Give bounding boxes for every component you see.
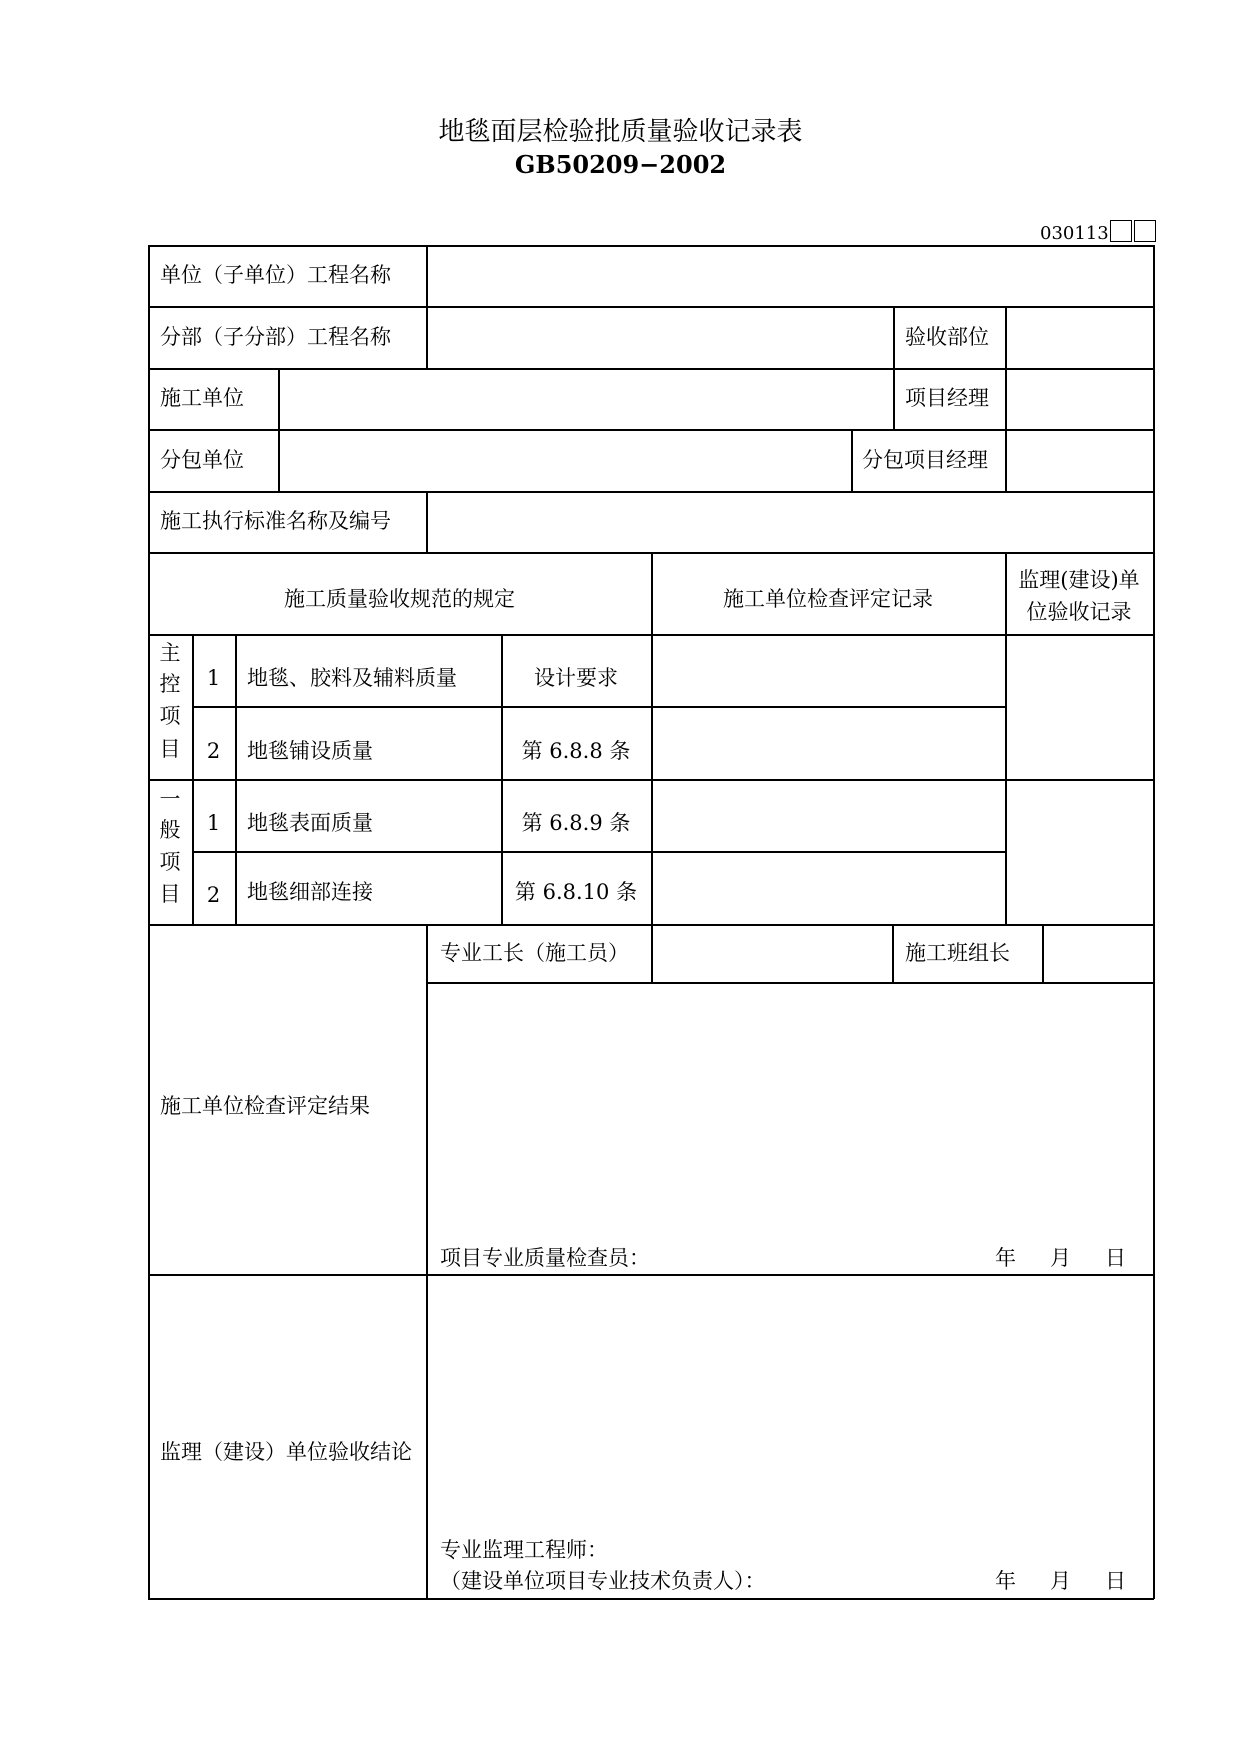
form-code: 030113 bbox=[1040, 223, 1109, 244]
rule bbox=[651, 924, 653, 982]
item-name: 地毯铺设质量 bbox=[247, 739, 373, 763]
date-day: 日 bbox=[1105, 1569, 1126, 1593]
rule bbox=[1042, 924, 1044, 982]
rule bbox=[426, 245, 428, 307]
rule bbox=[1005, 306, 1007, 368]
main-control-label-char: 主 bbox=[159, 641, 181, 665]
construction-unit-label: 施工单位 bbox=[160, 386, 244, 410]
rule bbox=[148, 368, 1154, 370]
rule bbox=[148, 245, 1154, 247]
project-manager-label: 项目经理 bbox=[905, 386, 989, 410]
acceptance-part-label: 验收部位 bbox=[905, 325, 989, 349]
rule bbox=[235, 634, 237, 924]
date-day: 日 bbox=[1105, 1246, 1126, 1270]
spec-header: 施工质量验收规范的规定 bbox=[284, 587, 515, 611]
item-requirement: 设计要求 bbox=[534, 666, 618, 690]
page-subtitle: GB50209−2002 bbox=[514, 150, 727, 179]
date-month: 月 bbox=[1050, 1246, 1071, 1270]
item-name: 地毯、胶料及辅料质量 bbox=[247, 666, 457, 690]
item-requirement: 第 6.8.10 条 bbox=[514, 880, 638, 904]
engineer-label-line1: 专业监理工程师： bbox=[440, 1538, 608, 1562]
rule bbox=[148, 1274, 1154, 1276]
rule bbox=[148, 491, 1154, 493]
form-code-box-1[interactable] bbox=[1110, 220, 1132, 242]
item-number: 1 bbox=[206, 666, 221, 690]
rule bbox=[892, 924, 894, 982]
general-label-char: 项 bbox=[159, 850, 181, 874]
rule bbox=[851, 429, 853, 491]
item-name: 地毯表面质量 bbox=[247, 811, 373, 835]
rule bbox=[1153, 245, 1155, 1599]
main-control-label-char: 控 bbox=[159, 672, 181, 696]
inspector-label: 项目专业质量检查员： bbox=[440, 1246, 650, 1270]
item-number: 2 bbox=[206, 739, 221, 763]
rule bbox=[893, 306, 895, 368]
main-control-label-char: 目 bbox=[159, 737, 181, 761]
rule bbox=[148, 306, 1154, 308]
item-number: 2 bbox=[206, 883, 221, 907]
team-leader-label: 施工班组长 bbox=[905, 941, 1010, 965]
rule bbox=[1005, 429, 1007, 491]
supervision-record-header-line2: 位验收记录 bbox=[1026, 600, 1132, 624]
item-name: 地毯细部连接 bbox=[247, 880, 373, 904]
subcontract-manager-label: 分包项目经理 bbox=[862, 448, 988, 472]
subcontract-unit-label: 分包单位 bbox=[160, 448, 244, 472]
item-requirement: 第 6.8.8 条 bbox=[521, 739, 631, 763]
rule bbox=[192, 706, 1005, 708]
engineer-label-line2: （建设单位项目专业技术负责人）： bbox=[440, 1569, 766, 1593]
conclusion-section-label: 监理（建设）单位验收结论 bbox=[160, 1440, 412, 1464]
rule bbox=[893, 368, 895, 430]
date-year: 年 bbox=[995, 1569, 1016, 1593]
rule bbox=[1005, 634, 1007, 924]
rule bbox=[1005, 368, 1007, 430]
check-record-header: 施工单位检查评定记录 bbox=[723, 587, 933, 611]
standard-name-label: 施工执行标准名称及编号 bbox=[160, 509, 391, 533]
item-number: 1 bbox=[206, 811, 221, 835]
rule bbox=[426, 491, 428, 553]
rule bbox=[148, 429, 1154, 431]
rule bbox=[426, 924, 428, 1598]
main-control-label-char: 项 bbox=[159, 704, 181, 728]
unit-project-name-label: 单位（子单位）工程名称 bbox=[160, 263, 391, 287]
foreman-label: 专业工长（施工员） bbox=[440, 941, 629, 965]
rule bbox=[426, 306, 428, 368]
item-requirement: 第 6.8.9 条 bbox=[521, 811, 631, 835]
date-year: 年 bbox=[995, 1246, 1016, 1270]
rule bbox=[278, 429, 280, 491]
rule bbox=[278, 368, 280, 430]
general-label-char: 一 bbox=[159, 787, 181, 811]
rule bbox=[651, 634, 653, 924]
form-code-box-2[interactable] bbox=[1134, 220, 1156, 242]
rule bbox=[148, 245, 150, 1599]
supervision-record-header-line1: 监理(建设)单 bbox=[1018, 568, 1140, 592]
page-title: 地毯面层检验批质量验收记录表 bbox=[438, 117, 803, 147]
rule bbox=[192, 851, 1005, 853]
general-label-char: 目 bbox=[159, 882, 181, 906]
rule bbox=[148, 1598, 1154, 1600]
division-project-name-label: 分部（子分部）工程名称 bbox=[160, 325, 391, 349]
result-section-label: 施工单位检查评定结果 bbox=[160, 1094, 370, 1118]
date-month: 月 bbox=[1050, 1569, 1071, 1593]
rule bbox=[426, 982, 1154, 984]
general-label-char: 般 bbox=[159, 818, 181, 842]
